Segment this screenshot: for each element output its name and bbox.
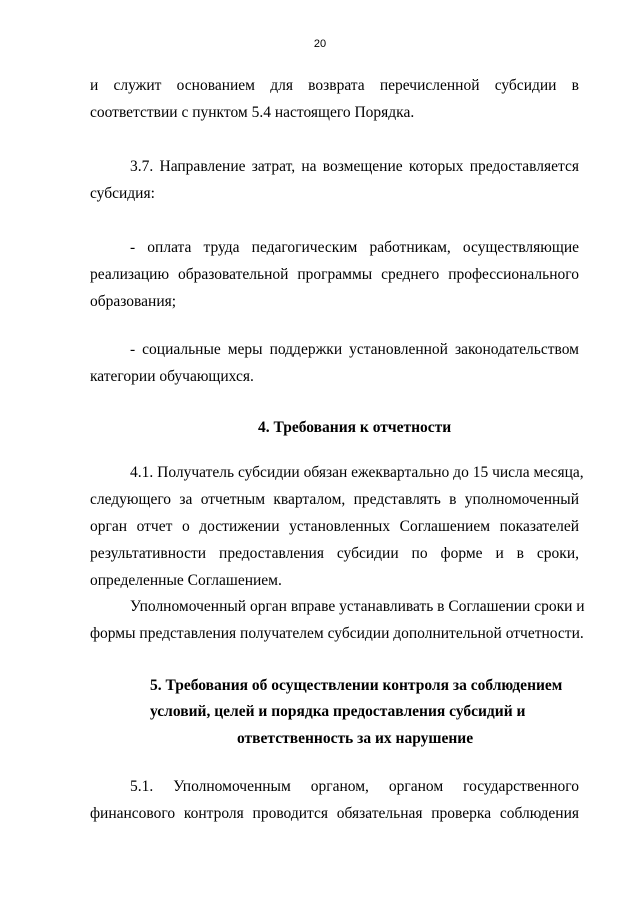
paragraph-line: образования;	[90, 293, 177, 310]
page-number: 20	[313, 38, 327, 50]
paragraph-line: Уполномоченный орган вправе устанавливать в Соглашении сроки и	[130, 598, 585, 615]
section-5-heading-line-3: ответственность за их нарушение	[237, 730, 474, 747]
section-5-heading-line-1: 5. Требования об осуществлении контроля за соблюдением	[150, 677, 563, 694]
paragraph-line: следующего за отчетным кварталом, представлять в уполномоченный	[90, 491, 579, 508]
paragraph-line: 5.1. Уполномоченным органом, органом государственного	[130, 778, 579, 795]
paragraph-line: и служит основанием для возврата перечисленной субсидии в	[90, 77, 579, 94]
paragraph-line: реализацию образовательной программы среднего профессионального	[90, 266, 579, 283]
paragraph-line: результативности предоставления субсидии по форме и в сроки,	[90, 545, 579, 562]
section-4-heading: 4. Требования к отчетности	[258, 419, 452, 436]
paragraph-line: определенные Соглашением.	[90, 572, 282, 589]
paragraph-line: соответствии с пунктом 5.4 настоящего Порядка.	[90, 104, 415, 121]
paragraph-line: 3.7. Направление затрат, на возмещение которых предоставляется	[130, 158, 579, 175]
paragraph-line: субсидия:	[90, 185, 155, 202]
paragraph-line: формы представления получателем субсидии дополнительной отчетности.	[90, 625, 584, 642]
paragraph-line: 4.1. Получатель субсидии обязан ежеквартально до 15 числа месяца,	[130, 464, 584, 481]
paragraph-line: - социальные меры поддержки установленной законодательством	[130, 341, 579, 358]
paragraph-line: - оплата труда педагогическим работникам, осуществляющие	[130, 239, 579, 256]
paragraph-line: финансового контроля проводится обязательная проверка соблюдения	[90, 805, 579, 822]
paragraph-line: категории обучающихся.	[90, 368, 254, 385]
section-5-heading-line-2: условий, целей и порядка предоставления субсидий и	[150, 703, 526, 720]
paragraph-line: орган отчет о достижении установленных Соглашением показателей	[90, 518, 579, 535]
